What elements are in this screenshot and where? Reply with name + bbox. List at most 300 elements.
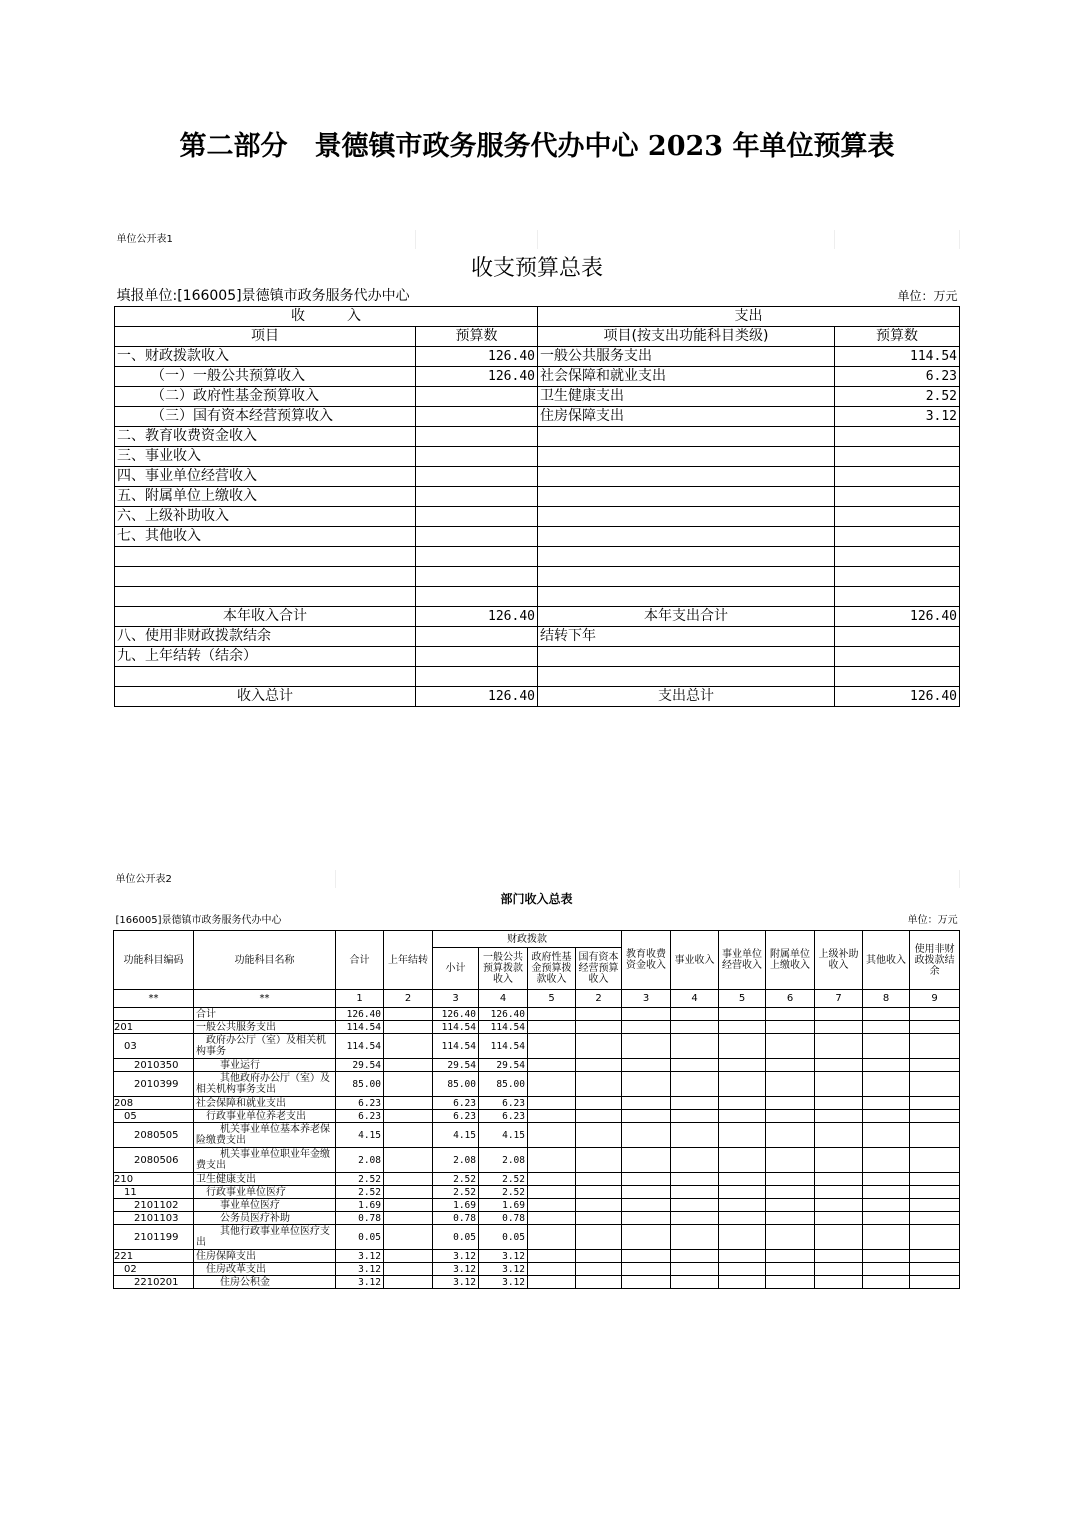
- empty-cell: [815, 1021, 863, 1034]
- total-value: 29.54: [336, 1059, 384, 1072]
- empty-cell: [863, 1212, 910, 1225]
- unit-label: 单位：万元: [907, 914, 958, 926]
- function-code: 02: [114, 1263, 194, 1276]
- empty-cell: [528, 1225, 576, 1250]
- subtotal-value: 114.54: [433, 1021, 479, 1034]
- income-value: [416, 387, 538, 407]
- empty-cell: [576, 1250, 622, 1263]
- empty-cell: [384, 1008, 433, 1021]
- empty-cell: [671, 1173, 719, 1186]
- general-value: 6.23: [479, 1097, 528, 1110]
- expense-item: [538, 567, 835, 587]
- empty-cell: [671, 1250, 719, 1263]
- empty-cell: [576, 1110, 622, 1123]
- function-code: [114, 1008, 194, 1021]
- empty-cell: [528, 1199, 576, 1212]
- empty-cell: [384, 1097, 433, 1110]
- table-row: [114, 1212, 960, 1225]
- income-value: [416, 627, 538, 647]
- empty-cell: [910, 1021, 960, 1034]
- empty-cell: [766, 1097, 815, 1110]
- empty-cell: [863, 1173, 910, 1186]
- empty-cell: [719, 1173, 766, 1186]
- income-item: 七、其他收入: [115, 527, 416, 547]
- empty-cell: [528, 1276, 576, 1289]
- empty-cell: [719, 1034, 766, 1059]
- empty-cell: [528, 1173, 576, 1186]
- income-value: [416, 567, 538, 587]
- table-row: [115, 507, 960, 527]
- empty-cell: [863, 1097, 910, 1110]
- col-capital: 国有资本经营预算收入: [576, 948, 622, 990]
- empty-cell: [384, 1212, 433, 1225]
- table-tag: 单位公开表2: [114, 870, 336, 888]
- expense-item: [538, 507, 835, 527]
- income-value: [416, 447, 538, 467]
- empty-cell: [671, 1123, 719, 1148]
- col-subtotal: 小计: [433, 948, 479, 990]
- empty-cell: [622, 1059, 671, 1072]
- subtotal-value: 3.12: [433, 1276, 479, 1289]
- expense-item: [538, 587, 835, 607]
- empty-cell: [766, 1225, 815, 1250]
- table-row: [114, 1123, 960, 1148]
- empty-cell: [671, 1072, 719, 1097]
- empty-cell: [384, 1225, 433, 1250]
- income-value: [416, 547, 538, 567]
- income-item: 三、事业收入: [115, 447, 416, 467]
- subtotal-value: 2.52: [433, 1173, 479, 1186]
- expense-value: [835, 467, 960, 487]
- empty-cell: [528, 1186, 576, 1199]
- empty-cell: [910, 1263, 960, 1276]
- table-row: [114, 1148, 960, 1173]
- col-fiscal: 财政拨款: [433, 931, 622, 948]
- empty-cell: [671, 1199, 719, 1212]
- function-name: 住房改革支出: [194, 1263, 336, 1276]
- function-name: 公务员医疗补助: [194, 1212, 336, 1225]
- table-tag: 单位公开表1: [115, 230, 416, 249]
- expense-value: 126.40: [835, 687, 960, 707]
- empty-cell: [528, 1072, 576, 1097]
- total-value: 114.54: [336, 1034, 384, 1059]
- general-value: 29.54: [479, 1059, 528, 1072]
- column-index: 5: [528, 990, 576, 1008]
- function-name: 一般公共服务支出: [194, 1021, 336, 1034]
- empty-cell: [384, 1186, 433, 1199]
- function-name: 事业运行: [194, 1059, 336, 1072]
- empty-cell: [719, 1276, 766, 1289]
- empty-cell: [528, 1097, 576, 1110]
- empty-cell: [910, 1110, 960, 1123]
- empty-cell: [815, 1097, 863, 1110]
- subtotal-value: 6.23: [433, 1110, 479, 1123]
- empty-cell: [528, 1263, 576, 1276]
- col-item: 项目: [115, 327, 416, 347]
- function-name: 事业单位医疗: [194, 1199, 336, 1212]
- col-oper: 事业单位经营收入: [719, 931, 766, 990]
- expense-value: 3.12: [835, 407, 960, 427]
- income-item: 九、上年结转（结余）: [115, 647, 416, 667]
- empty-cell: [576, 1276, 622, 1289]
- table-row: [115, 527, 960, 547]
- function-code: 2210201: [114, 1276, 194, 1289]
- income-item: （三）国有资本经营预算收入: [115, 407, 416, 427]
- empty-cell: [719, 1212, 766, 1225]
- expense-value: [835, 527, 960, 547]
- column-index: 5: [719, 990, 766, 1008]
- empty-cell: [766, 1059, 815, 1072]
- empty-cell: [815, 1173, 863, 1186]
- empty-cell: [815, 1034, 863, 1059]
- total-value: 3.12: [336, 1276, 384, 1289]
- function-name: 其他政府办公厅（室）及相关机构事务支出: [194, 1072, 336, 1097]
- empty-cell: [384, 1072, 433, 1097]
- empty-cell: [863, 1110, 910, 1123]
- table-row: [114, 1021, 960, 1034]
- expense-item: 支出总计: [538, 687, 835, 707]
- income-item: （二）政府性基金预算收入: [115, 387, 416, 407]
- subtotal-value: 6.23: [433, 1097, 479, 1110]
- function-name: 行政事业单位养老支出: [194, 1110, 336, 1123]
- income-value: 126.40: [416, 687, 538, 707]
- col-biz: 事业收入: [671, 931, 719, 990]
- empty-cell: [815, 1199, 863, 1212]
- empty-cell: [719, 1059, 766, 1072]
- empty-cell: [384, 1199, 433, 1212]
- expense-value: 114.54: [835, 347, 960, 367]
- subtotal-value: 29.54: [433, 1059, 479, 1072]
- table-row: [115, 427, 960, 447]
- general-value: 2.08: [479, 1148, 528, 1173]
- income-value: [416, 427, 538, 447]
- col-total: 合计: [336, 931, 384, 990]
- income-summary-table: [113, 870, 960, 1289]
- column-index: 3: [622, 990, 671, 1008]
- expense-item: 住房保障支出: [538, 407, 835, 427]
- empty-cell: [671, 1110, 719, 1123]
- col-other: 其他收入: [863, 931, 910, 990]
- empty-cell: [719, 1008, 766, 1021]
- general-value: 114.54: [479, 1034, 528, 1059]
- function-code: 201: [114, 1021, 194, 1034]
- total-value: 3.12: [336, 1263, 384, 1276]
- empty-cell: [719, 1186, 766, 1199]
- subtotal-value: 0.05: [433, 1225, 479, 1250]
- empty-cell: [766, 1186, 815, 1199]
- empty-cell: [910, 1250, 960, 1263]
- total-value: 114.54: [336, 1021, 384, 1034]
- empty-cell: [863, 1148, 910, 1173]
- table-row: [114, 1173, 960, 1186]
- table-row: [114, 1186, 960, 1199]
- income-item: 六、上级补助收入: [115, 507, 416, 527]
- table-row: [114, 1276, 960, 1289]
- expense-item: 社会保障和就业支出: [538, 367, 835, 387]
- col-budget: 预算数: [416, 327, 538, 347]
- income-value: [416, 507, 538, 527]
- general-value: 4.15: [479, 1123, 528, 1148]
- general-value: 0.78: [479, 1212, 528, 1225]
- empty-cell: [622, 1097, 671, 1110]
- empty-cell: [622, 1250, 671, 1263]
- empty-cell: [719, 1263, 766, 1276]
- empty-cell: [622, 1225, 671, 1250]
- empty-cell: [528, 1148, 576, 1173]
- empty-cell: [863, 1225, 910, 1250]
- empty-cell: [576, 1186, 622, 1199]
- empty-cell: [910, 1072, 960, 1097]
- empty-cell: [671, 1212, 719, 1225]
- subtotal-value: 126.40: [433, 1008, 479, 1021]
- function-code: 2010350: [114, 1059, 194, 1072]
- income-item: 五、附属单位上缴收入: [115, 487, 416, 507]
- table-row: [115, 387, 960, 407]
- table-row: [115, 647, 960, 667]
- empty-cell: [815, 1276, 863, 1289]
- function-name: 社会保障和就业支出: [194, 1097, 336, 1110]
- empty-cell: [671, 1008, 719, 1021]
- function-code: 2080506: [114, 1148, 194, 1173]
- table-row: [114, 1225, 960, 1250]
- expense-item: 本年支出合计: [538, 607, 835, 627]
- table-row: [115, 687, 960, 707]
- table-row: [114, 1008, 960, 1021]
- expense-item: 结转下年: [538, 627, 835, 647]
- column-index: 7: [815, 990, 863, 1008]
- empty-cell: [815, 1072, 863, 1097]
- empty-cell: [719, 1072, 766, 1097]
- expense-value: [835, 587, 960, 607]
- expense-value: [835, 647, 960, 667]
- col-fund: 政府性基金预算拨款收入: [528, 948, 576, 990]
- column-index: 2: [384, 990, 433, 1008]
- column-index: 2: [576, 990, 622, 1008]
- subtotal-value: 85.00: [433, 1072, 479, 1097]
- function-code: 05: [114, 1110, 194, 1123]
- empty-cell: [910, 1212, 960, 1225]
- income-item: [115, 547, 416, 567]
- empty-cell: [766, 1212, 815, 1225]
- table-row: [115, 567, 960, 587]
- empty-cell: [910, 1123, 960, 1148]
- column-index: 8: [863, 990, 910, 1008]
- empty-cell: [815, 1225, 863, 1250]
- empty-cell: [863, 1250, 910, 1263]
- empty-cell: [863, 1072, 910, 1097]
- empty-cell: [384, 1123, 433, 1148]
- empty-cell: [910, 1059, 960, 1072]
- reporting-unit: [166005]景德镇市政务服务代办中心: [115, 914, 282, 926]
- empty-cell: [576, 1008, 622, 1021]
- income-value: [416, 647, 538, 667]
- empty-cell: [766, 1250, 815, 1263]
- table-title: 部门收入总表: [500, 891, 573, 906]
- total-value: 2.08: [336, 1148, 384, 1173]
- col-carry: 上年结转: [384, 931, 433, 990]
- subtotal-value: 1.69: [433, 1199, 479, 1212]
- total-value: 6.23: [336, 1097, 384, 1110]
- empty-cell: [910, 1148, 960, 1173]
- income-item: 四、事业单位经营收入: [115, 467, 416, 487]
- table-row: [115, 587, 960, 607]
- general-value: 3.12: [479, 1276, 528, 1289]
- subtotal-value: 114.54: [433, 1034, 479, 1059]
- function-name: 合计: [194, 1008, 336, 1021]
- empty-cell: [622, 1034, 671, 1059]
- expense-value: [835, 547, 960, 567]
- function-code: 2080505: [114, 1123, 194, 1148]
- empty-cell: [384, 1276, 433, 1289]
- general-value: 2.52: [479, 1173, 528, 1186]
- empty-cell: [815, 1186, 863, 1199]
- empty-cell: [622, 1148, 671, 1173]
- empty-cell: [815, 1059, 863, 1072]
- budget-summary-table: [114, 230, 960, 707]
- empty-cell: [863, 1186, 910, 1199]
- empty-cell: [528, 1021, 576, 1034]
- general-value: 2.52: [479, 1186, 528, 1199]
- function-code: 03: [114, 1034, 194, 1059]
- function-code: 221: [114, 1250, 194, 1263]
- subtotal-value: 0.78: [433, 1212, 479, 1225]
- function-code: 2101102: [114, 1199, 194, 1212]
- expense-item: [538, 647, 835, 667]
- total-value: 2.52: [336, 1186, 384, 1199]
- expense-item: [538, 527, 835, 547]
- table-row: [114, 1110, 960, 1123]
- table-row: [115, 487, 960, 507]
- empty-cell: [384, 1059, 433, 1072]
- income-item: 一、财政拨款收入: [115, 347, 416, 367]
- empty-cell: [622, 1123, 671, 1148]
- expense-item: [538, 547, 835, 567]
- empty-cell: [719, 1148, 766, 1173]
- empty-cell: [863, 1276, 910, 1289]
- empty-cell: [576, 1034, 622, 1059]
- empty-cell: [766, 1008, 815, 1021]
- empty-cell: [815, 1212, 863, 1225]
- empty-cell: [576, 1072, 622, 1097]
- function-name: 政府办公厅（室）及相关机构事务: [194, 1034, 336, 1059]
- empty-cell: [910, 1276, 960, 1289]
- income-value: [416, 527, 538, 547]
- empty-cell: [576, 1225, 622, 1250]
- empty-cell: [815, 1123, 863, 1148]
- expense-value: [835, 487, 960, 507]
- subtotal-value: 3.12: [433, 1250, 479, 1263]
- function-code: 2101103: [114, 1212, 194, 1225]
- empty-cell: [766, 1110, 815, 1123]
- income-item: [115, 667, 416, 687]
- empty-cell: [863, 1199, 910, 1212]
- empty-cell: [910, 1097, 960, 1110]
- empty-cell: [528, 1212, 576, 1225]
- empty-cell: [863, 1263, 910, 1276]
- income-item: 本年收入合计: [115, 607, 416, 627]
- total-value: 2.52: [336, 1173, 384, 1186]
- empty-cell: [528, 1110, 576, 1123]
- table-title: 收支预算总表: [470, 255, 603, 281]
- function-name: 行政事业单位医疗: [194, 1186, 336, 1199]
- col-exp-item: 项目(按支出功能科目类级): [538, 327, 835, 347]
- empty-cell: [576, 1148, 622, 1173]
- expense-value: 2.52: [835, 387, 960, 407]
- empty-cell: [766, 1148, 815, 1173]
- total-value: 6.23: [336, 1110, 384, 1123]
- income-item: 收入总计: [115, 687, 416, 707]
- reporting-unit: 填报单位:[166005]景德镇市政务服务代办中心: [116, 288, 410, 304]
- empty-cell: [910, 1034, 960, 1059]
- empty-cell: [815, 1008, 863, 1021]
- empty-cell: [384, 1110, 433, 1123]
- table-row: [115, 447, 960, 467]
- empty-cell: [863, 1008, 910, 1021]
- empty-cell: [384, 1263, 433, 1276]
- income-header: 收 入: [115, 307, 538, 327]
- empty-cell: [719, 1097, 766, 1110]
- empty-cell: [671, 1186, 719, 1199]
- function-name: 机关事业单位基本养老保险缴费支出: [194, 1123, 336, 1148]
- col-affil: 附属单位上缴收入: [766, 931, 815, 990]
- empty-cell: [815, 1148, 863, 1173]
- empty-cell: [384, 1173, 433, 1186]
- empty-cell: [528, 1123, 576, 1148]
- col-name: 功能科目名称: [194, 931, 336, 990]
- table-row: [115, 467, 960, 487]
- empty-cell: [528, 1034, 576, 1059]
- income-item: [115, 587, 416, 607]
- general-value: 3.12: [479, 1263, 528, 1276]
- empty-cell: [766, 1034, 815, 1059]
- expense-item: 一般公共服务支出: [538, 347, 835, 367]
- table-row: [115, 667, 960, 687]
- income-item: （一）一般公共预算收入: [115, 367, 416, 387]
- general-value: 6.23: [479, 1110, 528, 1123]
- empty-cell: [384, 1034, 433, 1059]
- column-index: **: [114, 990, 194, 1008]
- total-value: 126.40: [336, 1008, 384, 1021]
- empty-cell: [576, 1021, 622, 1034]
- empty-cell: [384, 1021, 433, 1034]
- general-value: 3.12: [479, 1250, 528, 1263]
- general-value: 85.00: [479, 1072, 528, 1097]
- unit-label: 单位：万元: [897, 289, 958, 303]
- expense-value: [835, 627, 960, 647]
- empty-cell: [719, 1225, 766, 1250]
- column-index: 4: [479, 990, 528, 1008]
- empty-cell: [815, 1250, 863, 1263]
- expense-value: 126.40: [835, 607, 960, 627]
- table-row: [115, 347, 960, 367]
- empty-cell: [622, 1186, 671, 1199]
- empty-cell: [910, 1199, 960, 1212]
- expense-value: [835, 667, 960, 687]
- table-row: [114, 1263, 960, 1276]
- empty-cell: [719, 1250, 766, 1263]
- subtotal-value: 2.08: [433, 1148, 479, 1173]
- empty-cell: [576, 1199, 622, 1212]
- empty-cell: [671, 1148, 719, 1173]
- col-exp-budget: 预算数: [835, 327, 960, 347]
- empty-cell: [766, 1276, 815, 1289]
- function-code: 208: [114, 1097, 194, 1110]
- function-code: 210: [114, 1173, 194, 1186]
- empty-cell: [528, 1250, 576, 1263]
- expense-value: [835, 507, 960, 527]
- empty-cell: [576, 1173, 622, 1186]
- income-value: 126.40: [416, 347, 538, 367]
